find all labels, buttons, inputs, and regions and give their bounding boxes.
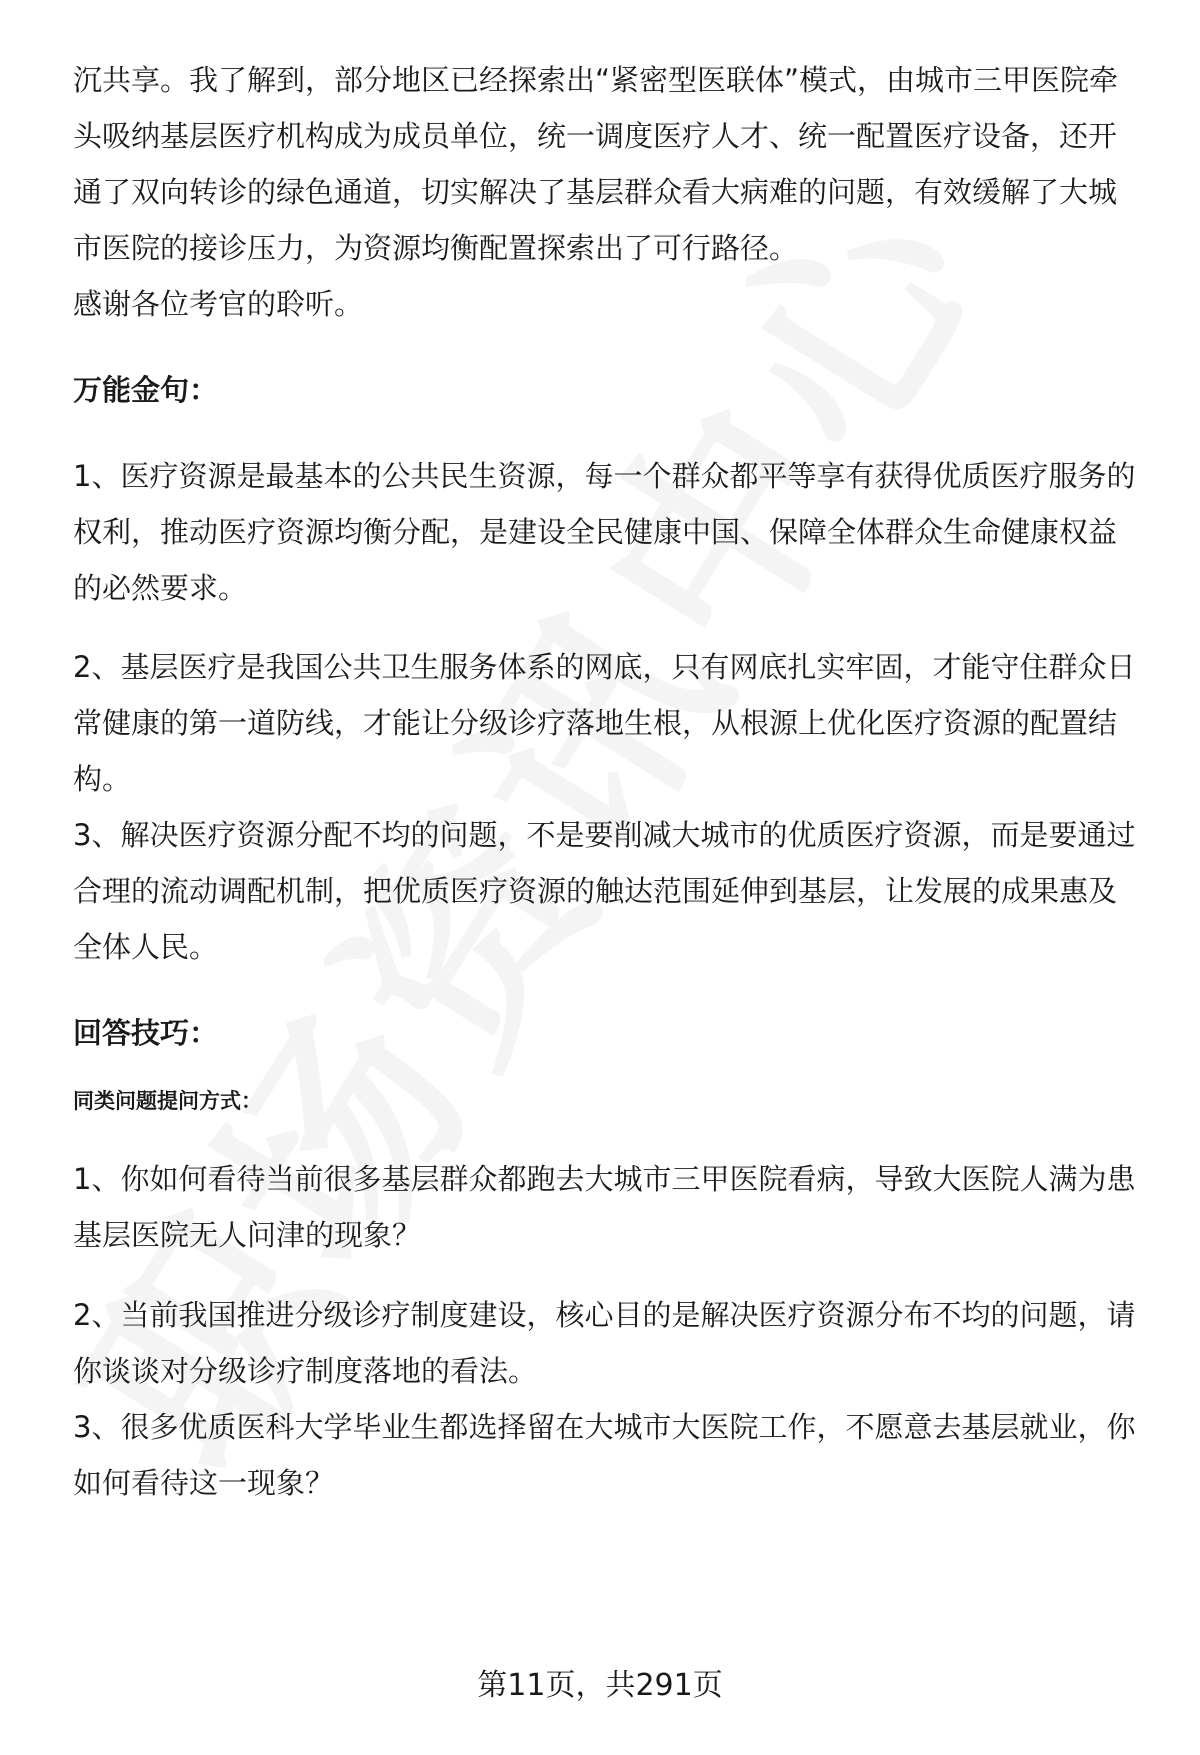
answer-tips-heading: 回答技巧： [73, 1016, 219, 1050]
golden-sentences-heading: 万能金句： [73, 373, 219, 407]
closing-line: 感谢各位考官的聆听。 [73, 287, 364, 321]
page-number: 第11页，共291页 [477, 1668, 723, 1703]
document-page [73, 52, 1143, 1511]
intro-paragraph: 沉共享。我了解到，部分地区已经探索出“紧密型医联体”模式，由城市三甲医院牵头吸纳基层医疗机构成为成员单位，统一调度医疗人才、统一配置医疗设备，还开通了双向转诊的绿色通道，切实解决了基层群众看大病难的问题，有效缓解了大城市医院的接诊压力，为资源均衡配置探索出了可行路径。 [73, 63, 1119, 265]
similar-question-1: 1、你如何看待当前很多基层群众都跑去大城市三甲医院看病，导致大医院人满为患基层医院无人问津的现象？ [73, 1162, 1136, 1252]
similar-question-3: 3、很多优质医科大学毕业生都选择留在大城市大医院工作，不愿意去基层就业，你如何看待这一现象？ [73, 1410, 1136, 1500]
similar-question-2: 2、当前我国推进分级诊疗制度建设，核心目的是解决医疗资源分布不均的问题，请你谈谈对分级诊疗制度落地的看法。 [73, 1298, 1136, 1388]
similar-questions-subheading: 同类问题提问方式： [73, 1089, 262, 1113]
golden-sentence-3: 3、解决医疗资源分配不均的问题，不是要削减大城市的优质医疗资源，而是要通过合理的流动调配机制，把优质医疗资源的触达范围延伸到基层，让发展的成果惠及全体人民。 [73, 818, 1136, 964]
golden-sentence-1: 1、医疗资源是最基本的公共民生资源，每一个群众都平等享有获得优质医疗服务的权利，推动医疗资源均衡分配，是建设全民健康中国、保障全体群众生命健康权益的必然要求。 [73, 459, 1136, 605]
golden-sentence-2: 2、基层医疗是我国公共卫生服务体系的网底，只有网底扎实牢固，才能守住群众日常健康的第一道防线，才能让分级诊疗落地生根，从根源上优化医疗资源的配置结构。 [73, 650, 1136, 796]
